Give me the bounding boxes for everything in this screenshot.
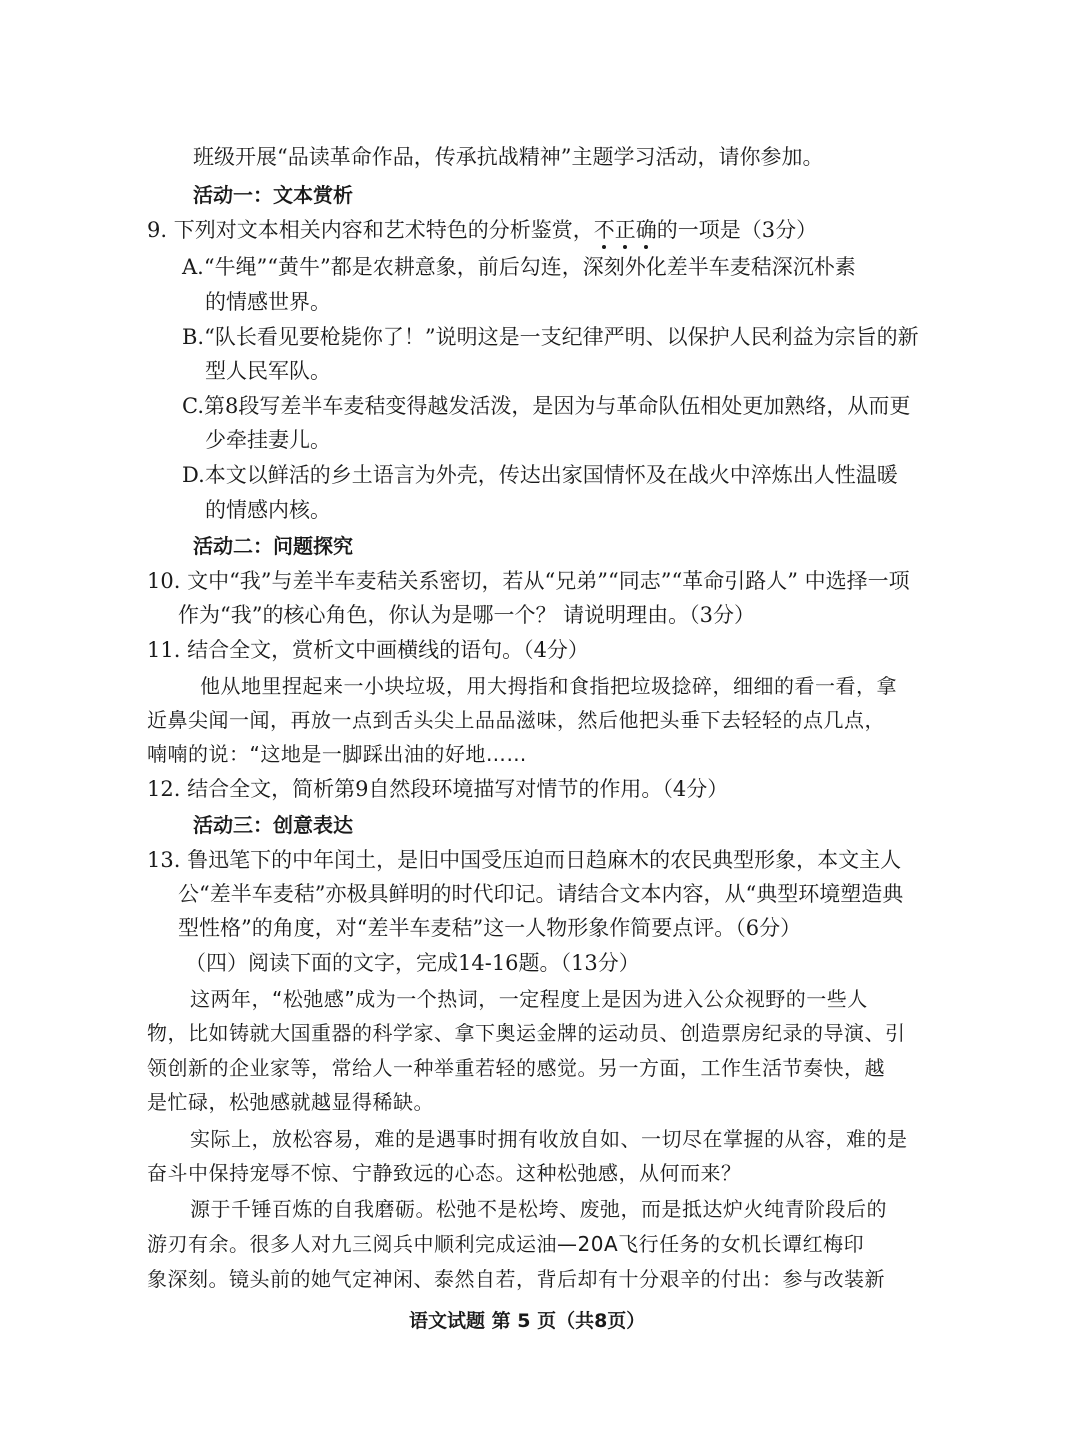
section-four-heading: （四）阅读下面的文字，完成14-16题。（13分） <box>185 951 640 975</box>
emphasis-char: 确 <box>636 215 657 245</box>
activity-one-heading: 活动一：文本赏析 <box>193 183 353 207</box>
question-13-line-2: 公“差半车麦秸”亦极具鲜明的时代印记。请结合文本内容，从“典型环境塑造典 <box>178 882 904 906</box>
question-12: 12. 结合全文，简析第9自然段环境描写对情节的作用。（4分） <box>147 777 729 801</box>
question-10-line-2: 作为“我”的核心角色，你认为是哪一个？ 请说明理由。（3分） <box>178 603 756 627</box>
option-b-line-1: B.“队长看见要枪毙你了！”说明这是一支纪律严明、以保护人民利益为宗旨的新 <box>182 325 919 349</box>
question-11-quote-line-3: 喃喃的说：“这地是一脚踩出油的好地…… <box>147 742 527 766</box>
question-11-quote-line-2: 近鼻尖闻一闻，再放一点到舌头尖上品品滋味，然后他把头垂下去轻轻的点几点， <box>147 708 885 732</box>
option-a-line-2: 的情感世界。 <box>205 290 331 314</box>
passage-para-1-line-4: 是忙碌，松弛感就越显得稀缺。 <box>147 1090 434 1114</box>
option-c-line-2: 少牵挂妻儿。 <box>205 428 331 452</box>
option-c-line-1: C.第8段写差半车麦秸变得越发活泼，是因为与革命队伍相处更加熟络，从而更 <box>182 394 911 418</box>
emphasis-char: 正 <box>615 215 636 245</box>
option-d-line-1: D.本文以鲜活的乡土语言为外壳，传达出家国情怀及在战火中淬炼出人性温暖 <box>182 463 898 487</box>
passage-para-1-line-1: 这两年，“松弛感”成为一个热词，一定程度上是因为进入公众视野的一些人 <box>190 987 868 1011</box>
question-11: 11. 结合全文，赏析文中画横线的语句。（4分） <box>147 638 589 662</box>
passage-para-3-line-1: 源于千锤百炼的自我磨砺。松弛不是松垮、废弛，而是抵达炉火纯青阶段后的 <box>190 1197 887 1221</box>
question-9-stem-pre: 9. 下列对文本相关内容和艺术特色的分析鉴赏， <box>147 218 594 242</box>
question-11-quote-line-1: 他从地里捏起来一小块垃圾，用大拇指和食指把垃圾捻碎，细细的看一看，拿 <box>200 674 897 698</box>
option-a-line-1: A.“牛绳”“黄牛”都是农耕意象，前后勾连，深刻外化差半车麦秸深沉朴素 <box>182 255 856 279</box>
activity-three-heading: 活动三：创意表达 <box>193 813 353 837</box>
question-13-line-3: 型性格”的角度，对“差半车麦秸”这一人物形象作简要点评。（6分） <box>178 916 802 940</box>
page-footer: 语文试题 第 5 页（共8页） <box>409 1310 646 1332</box>
option-d-line-2: 的情感内核。 <box>205 498 331 522</box>
passage-para-2-line-1: 实际上，放松容易，难的是遇事时拥有收放自如、一切尽在掌握的从容，难的是 <box>190 1127 908 1151</box>
option-b-line-2: 型人民军队。 <box>205 359 331 383</box>
activity-two-heading: 活动二：问题探究 <box>193 534 353 558</box>
intro-text: 班级开展“品读革命作品，传承抗战精神”主题学习活动，请你参加。 <box>193 145 824 169</box>
question-13-line-1: 13. 鲁迅笔下的中年闰土，是旧中国受压迫而日趋麻木的农民典型形象，本文主人 <box>147 848 902 872</box>
question-9-stem <box>147 215 817 245</box>
question-9-stem-post: 的一项是（3分） <box>656 218 818 242</box>
passage-para-2-line-2: 奋斗中保持宠辱不惊、宁静致远的心态。这种松弛感，从何而来？ <box>147 1161 742 1185</box>
passage-para-3-line-3: 象深刻。镜头前的她气定神闲、泰然自若，背后却有十分艰辛的付出：参与改装新 <box>147 1267 885 1291</box>
passage-para-3-line-2: 游刃有余。很多人对九三阅兵中顺利完成运油—20A飞行任务的女机长谭红梅印 <box>147 1232 865 1256</box>
passage-para-1-line-3: 领创新的企业家等，常给人一种举重若轻的感觉。另一方面，工作生活节奏快，越 <box>147 1056 885 1080</box>
emphasis-char: 不 <box>594 215 615 245</box>
question-10-line-1: 10. 文中“我”与差半车麦秸关系密切，若从“兄弟”“同志”“革命引路人” 中选择一项 <box>147 569 910 593</box>
passage-para-1-line-2: 物，比如铸就大国重器的科学家、拿下奥运金牌的运动员、创造票房纪录的导演、引 <box>147 1021 906 1045</box>
